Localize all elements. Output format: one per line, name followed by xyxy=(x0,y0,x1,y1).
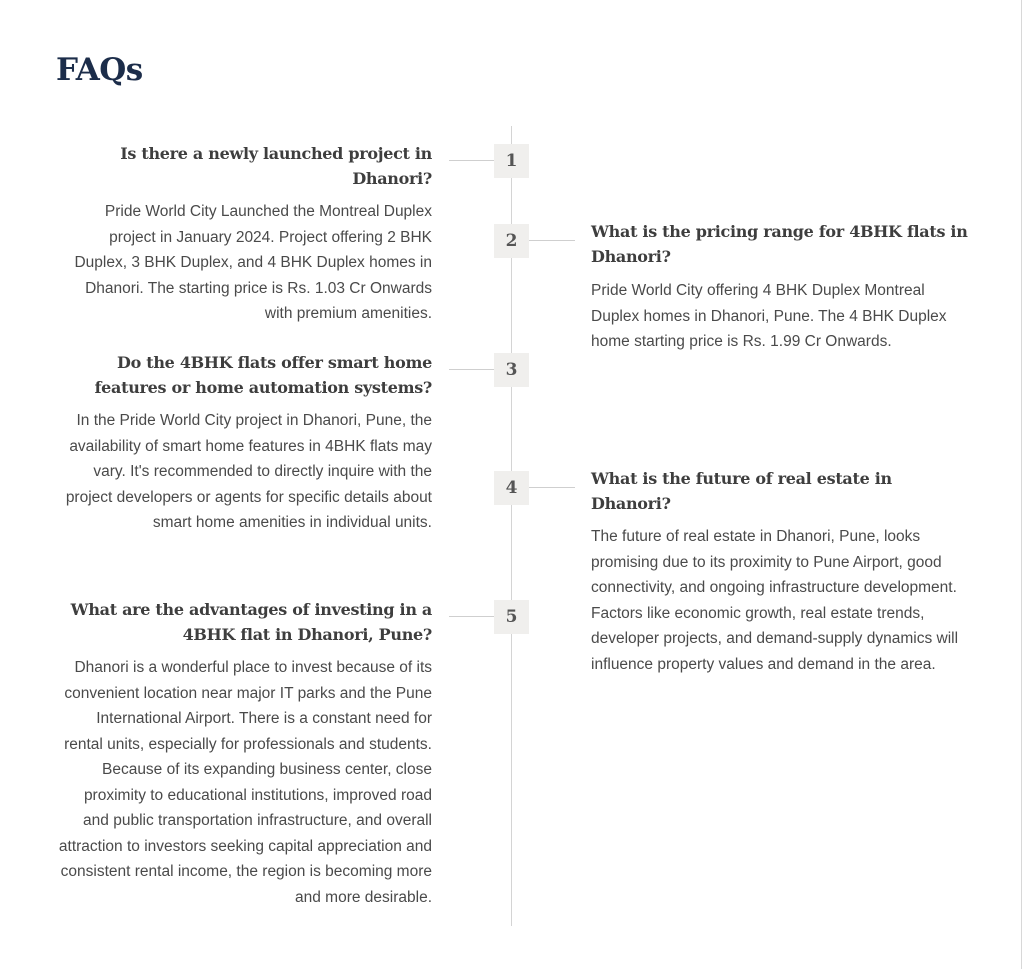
page-title: FAQs xyxy=(56,52,143,88)
timeline-connector-2 xyxy=(529,240,575,241)
faq-item-4 xyxy=(591,466,971,677)
timeline-marker-5: 5 xyxy=(494,600,529,634)
timeline-marker-2: 2 xyxy=(494,224,529,258)
timeline-connector-4 xyxy=(529,487,575,488)
faq-item-3 xyxy=(56,350,432,536)
faq-item-2 xyxy=(591,219,971,355)
faq-item-1 xyxy=(56,141,432,327)
faq-question-4: What is the future of real estate in Dhanori? xyxy=(591,469,892,513)
faq-answer-3: In the Pride World City project in Dhanori, Pune, the availability of smart home features in 4BHK flats may vary. It's recommended to directly inquire with the project developers or agents for specific details about smart home amenities in individual units. xyxy=(65,412,432,531)
faq-answer-5: Dhanori is a wonderful place to invest because of its convenient location near major IT parks and the Pune International Airport. There is a constant need for rental units, especially for professionals and students. Because of its expanding business center, close proximity to educational institutions, improved road and public transportation infrastructure, and overall attraction to investors seeking capital appreciation and consistent rental income, the region is becoming more and more desirable. xyxy=(58,659,432,906)
faq-item-5 xyxy=(56,597,432,910)
timeline-marker-1: 1 xyxy=(494,144,529,178)
faq-answer-4: The future of real estate in Dhanori, Pune, looks promising due to its proximity to Pune Airport, good connectivity, and ongoing infrastructure development. Factors like economic growth, real estate trends, developer projects, and demand-supply dynamics will influence property values and demand in the area. xyxy=(591,528,959,673)
timeline-connector-5 xyxy=(449,616,494,617)
page-right-border xyxy=(1021,0,1022,969)
faq-question-2: What is the pricing range for 4BHK flats in Dhanori? xyxy=(591,222,968,266)
faq-answer-1: Pride World City Launched the Montreal Duplex project in January 2024. Project offering 2 BHK Duplex, 3 BHK Duplex, and 4 BHK Duplex homes in Dhanori. The starting price is Rs. 1.03 Cr Onwards with premium amenities. xyxy=(74,203,432,322)
faq-question-3: Do the 4BHK flats offer smart home features or home automation systems? xyxy=(94,353,432,397)
faq-question-5: What are the advantages of investing in a 4BHK flat in Dhanori, Pune? xyxy=(70,600,432,644)
timeline-marker-4: 4 xyxy=(494,471,529,505)
timeline-marker-3: 3 xyxy=(494,353,529,387)
timeline-connector-1 xyxy=(449,160,494,161)
faq-answer-2: Pride World City offering 4 BHK Duplex Montreal Duplex homes in Dhanori, Pune. The 4 BHK Duplex home starting price is Rs. 1.99 Cr Onwards. xyxy=(591,282,947,350)
faq-question-1: Is there a newly launched project in Dhanori? xyxy=(120,144,432,188)
timeline-connector-3 xyxy=(449,369,494,370)
